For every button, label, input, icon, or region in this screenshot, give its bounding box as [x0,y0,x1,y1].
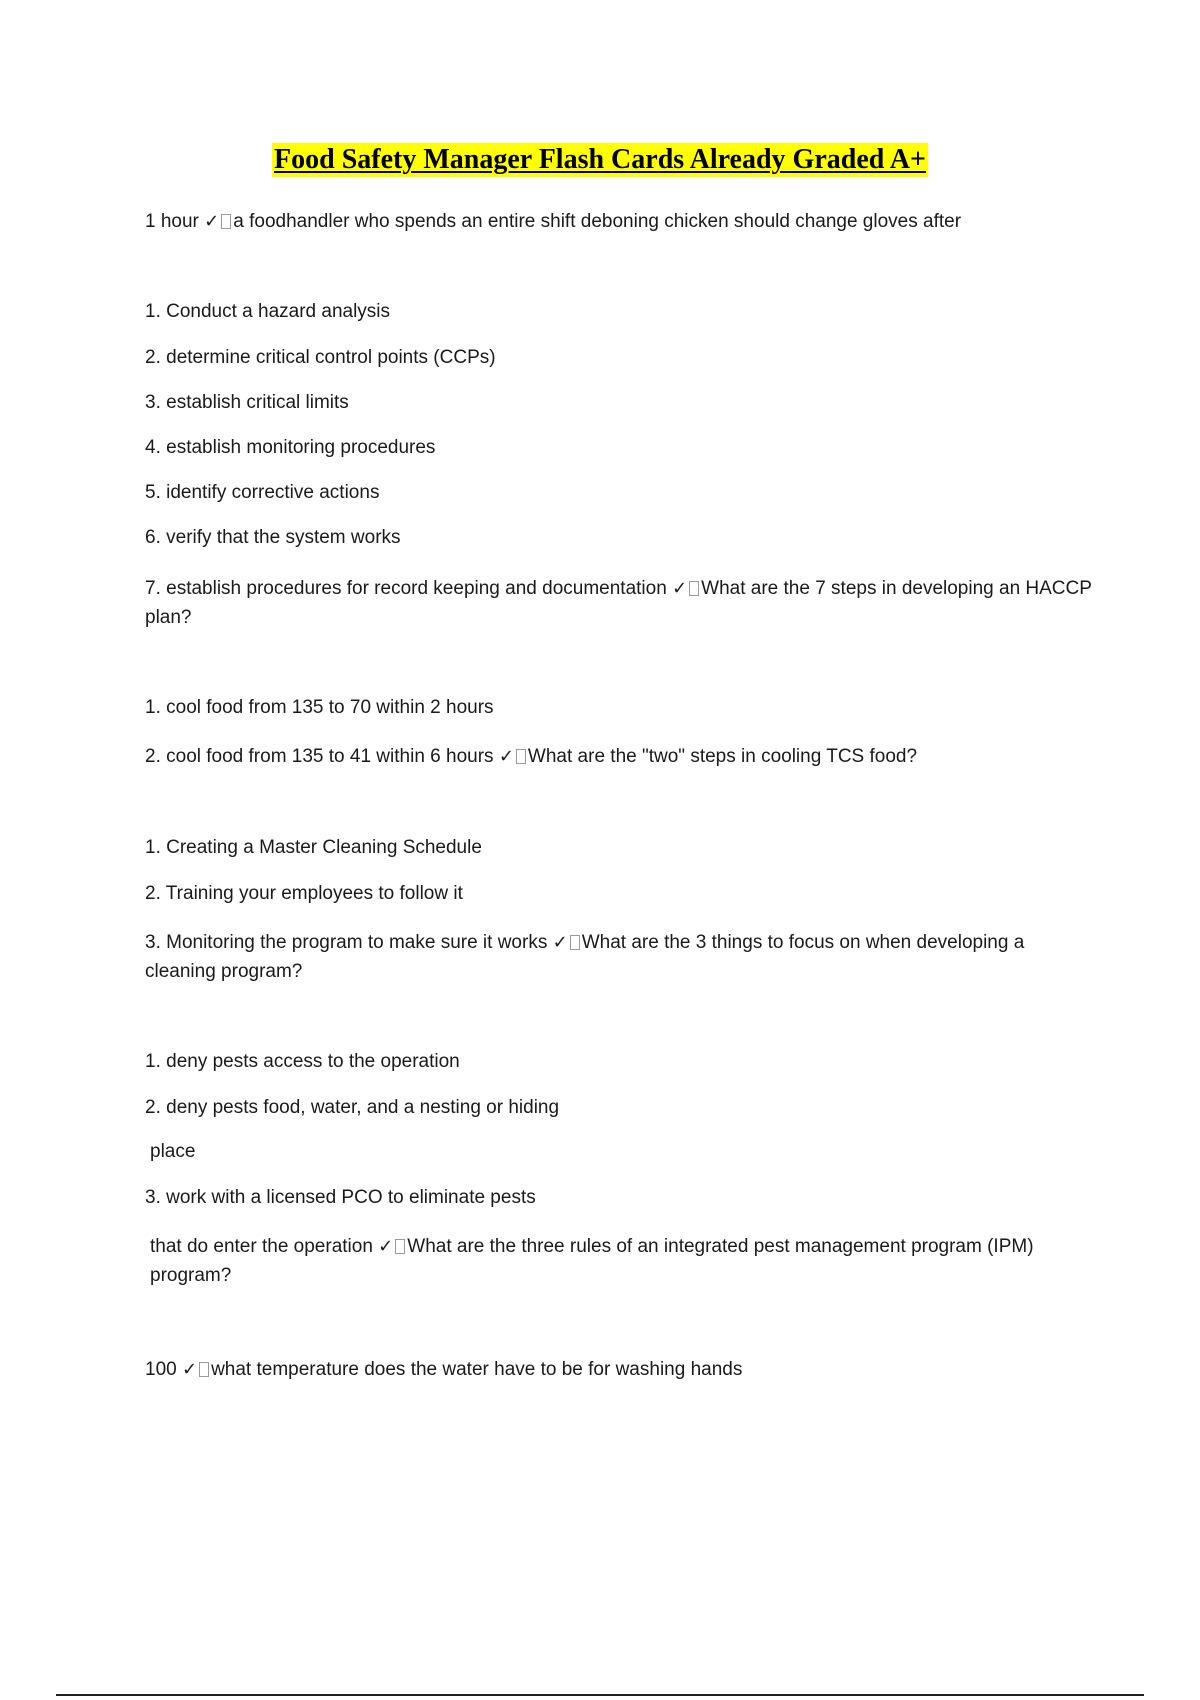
card-5-question: What are the three rules of an integrated pest management program (IPM) program? [150,1236,1034,1286]
title-wrapper [0,143,1200,177]
check-icon: ✓ [181,1359,198,1380]
card-3-line-2 [145,742,1095,771]
placeholder-box-icon [199,1362,209,1377]
card-2-answer-last: 7. establish procedures for record keeping and documentation [145,578,667,599]
card-6-question: what temperature does the water have to be for washing hands [211,1359,743,1380]
card-4-line-3 [145,928,1095,986]
card-4-answer-last: 3. Monitoring the program to make sure it works [145,932,548,953]
card-1-answer: 1 hour [145,211,199,232]
card-4-line-2: 2. Training your employees to follow it [145,883,463,904]
card-3-line-1: 1. cool food from 135 to 70 within 2 hours [145,697,494,718]
card-5-line-1: 1. deny pests access to the operation [145,1051,460,1072]
card-4-question: What are the 3 things to focus on when developing a cleaning program? [145,932,1025,982]
card-1-line-1 [145,207,1095,236]
card-2-line-1: 1. Conduct a hazard analysis [145,301,391,322]
card-5-line-4: 3. work with a licensed PCO to eliminate pests [145,1187,536,1208]
check-icon: ✓ [498,746,514,767]
placeholder-box-icon [689,581,699,596]
card-2-line-2: 2. determine critical control points (CCPs) [145,347,496,368]
card-6-line-1 [145,1355,1095,1384]
card-5-line-2: 2. deny pests food, water, and a nesting or hiding [145,1097,560,1118]
card-5-line-5 [150,1232,1100,1290]
placeholder-box-icon [395,1239,405,1254]
document-title: Food Safety Manager Flash Cards Already Graded A+ [274,144,926,175]
card-3-question: What are the "two" steps in cooling TCS food? [527,746,918,767]
placeholder-box-icon [570,935,580,950]
card-6-answer: 100 [145,1359,177,1380]
card-2-line-4: 4. establish monitoring procedures [145,437,436,458]
card-3-answer-last: 2. cool food from 135 to 41 within 6 hours [145,746,494,767]
check-icon: ✓ [204,211,220,232]
card-2-line-5: 5. identify corrective actions [145,482,380,503]
card-2-question: What are the 7 steps in developing an HACCP plan? [145,578,1092,628]
card-1-question: a foodhandler who spends an entire shift deboning chicken should change gloves after [233,211,962,232]
footer-divider [56,1694,1144,1696]
check-icon: ✓ [378,1236,394,1257]
placeholder-box-icon [221,214,231,229]
check-icon: ✓ [552,932,568,953]
card-5-line-3: place [150,1141,196,1162]
card-2-line-3: 3. establish critical limits [145,392,349,413]
check-icon: ✓ [672,578,688,599]
card-4-line-1: 1. Creating a Master Cleaning Schedule [145,837,482,858]
card-2-line-6: 6. verify that the system works [145,527,401,548]
placeholder-box-icon [516,749,526,764]
card-5-answer-last: that do enter the operation [150,1236,373,1257]
card-2-line-7 [145,574,1095,632]
